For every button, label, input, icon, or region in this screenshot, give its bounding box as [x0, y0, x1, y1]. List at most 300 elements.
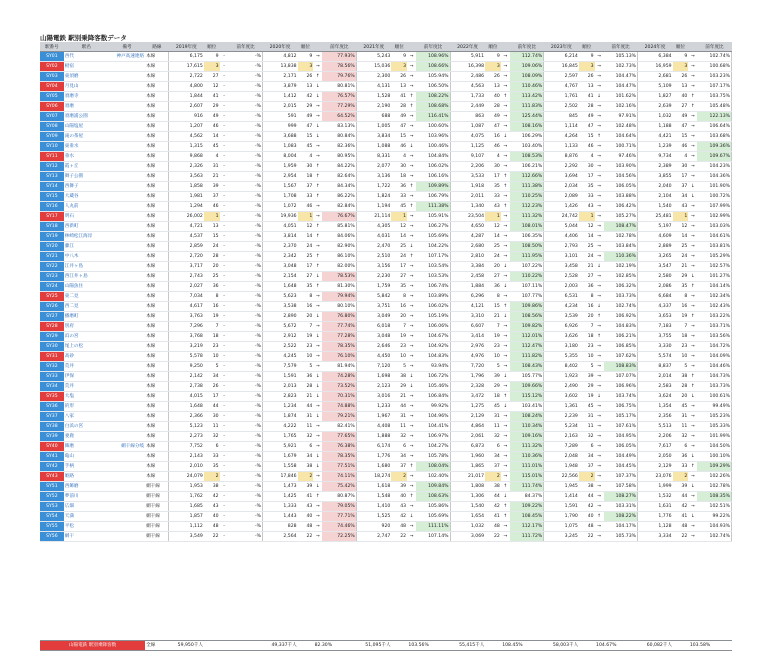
rank-change: - — [220, 92, 229, 102]
line-name: 本線 — [145, 322, 169, 332]
rank: 13 — [204, 222, 220, 232]
yoy-ratio: 104.73% — [697, 372, 731, 382]
yoy-ratio: 105.69% — [416, 232, 450, 242]
passenger-count: 3,539 — [544, 312, 579, 322]
line-name: 網干線 — [145, 502, 169, 512]
rank: 22 — [204, 532, 220, 542]
rank-change: → — [688, 302, 697, 312]
passenger-count: 2,859 — [169, 242, 204, 252]
yoy-ratio: 107.07% — [604, 372, 638, 382]
rank: 45 — [204, 142, 220, 152]
station-code: SY39 — [40, 432, 64, 442]
yoy-ratio: 103.96% — [416, 132, 450, 142]
rank-change: → — [313, 352, 322, 362]
rank: 20 — [673, 392, 689, 402]
passenger-count: 3,310 — [450, 312, 485, 322]
rank: 39 — [298, 482, 314, 492]
rank: 28 — [485, 102, 501, 112]
passenger-count: 1,918 — [450, 182, 485, 192]
passenger-count: 2,912 — [263, 332, 298, 342]
rank: 41 — [673, 512, 689, 522]
line-name: 網干線 — [145, 492, 169, 502]
rank: 6 — [485, 442, 501, 452]
rank-change: → — [595, 122, 604, 132]
rank-change: → — [688, 162, 697, 172]
passenger-count: 2,890 — [263, 312, 298, 322]
line-name: 本線 — [145, 292, 169, 302]
yoy-ratio: 74.88% — [322, 402, 356, 412]
rank-change: ↓ — [313, 82, 322, 92]
passenger-count: 1,765 — [263, 432, 298, 442]
rank: 15 — [673, 132, 689, 142]
station-name: 八家 — [64, 412, 109, 422]
rank-change: → — [407, 482, 416, 492]
rank-change: ↓ — [313, 462, 322, 472]
passenger-count: 1,540 — [638, 202, 673, 212]
station-name: 藤江 — [64, 242, 109, 252]
line-name: 本線 — [145, 122, 169, 132]
passenger-count: 9,250 — [169, 362, 204, 372]
rank-change: → — [313, 102, 322, 112]
rank-change: - — [220, 82, 229, 92]
passenger-count: 1,239 — [638, 142, 673, 152]
yoy-ratio: 108.22% — [416, 92, 450, 102]
rank-change: → — [595, 452, 604, 462]
passenger-count: 2,077 — [356, 162, 391, 172]
passenger-count: 2,528 — [544, 272, 579, 282]
rank: 31 — [391, 412, 407, 422]
passenger-count: 2,889 — [638, 242, 673, 252]
yoy-ratio: 111.95% — [510, 252, 544, 262]
rank-change: - — [220, 202, 229, 212]
yoy-ratio: 103.81% — [697, 242, 731, 252]
passenger-count: 3,384 — [450, 262, 485, 272]
yoy-ratio: 107.77% — [510, 292, 544, 302]
rank: 27 — [298, 272, 314, 282]
rank: 14 — [485, 232, 501, 242]
passenger-count: 4,562 — [169, 132, 204, 142]
rank-change: - — [220, 392, 229, 402]
rank: 33 — [298, 192, 314, 202]
yoy-ratio: 108.47% — [604, 222, 638, 232]
station-note — [109, 272, 145, 282]
line-name: 本線 — [145, 142, 169, 152]
column-header: 2023年度 — [544, 42, 579, 52]
rank: 37 — [204, 192, 220, 202]
passenger-count: 7,183 — [638, 322, 673, 332]
yoy-ratio: 108.27% — [604, 492, 638, 502]
rank: 33 — [204, 452, 220, 462]
passenger-count: 2,342 — [263, 252, 298, 262]
yoy-ratio: 84.37% — [510, 492, 544, 502]
station-code: SY37 — [40, 412, 64, 422]
rank: 10 — [391, 352, 407, 362]
yoy-ratio: 86.22% — [322, 192, 356, 202]
rank: 37 — [579, 462, 595, 472]
rank-change: → — [501, 232, 510, 242]
column-header: 前年度比 — [416, 42, 450, 52]
rank-change: → — [688, 52, 697, 62]
column-header — [688, 42, 697, 52]
yoy-ratio: 106.05% — [604, 442, 638, 452]
column-header: 2024年度 — [638, 42, 673, 52]
passenger-count: 3,245 — [544, 532, 579, 542]
passenger-count: 2,015 — [263, 102, 298, 112]
passenger-count: 5,921 — [263, 442, 298, 452]
rank: 25 — [579, 242, 595, 252]
passenger-count: 21,114 — [356, 212, 391, 222]
station-name: 滝の茶屋 — [64, 132, 109, 142]
passenger-count: 3,069 — [450, 532, 485, 542]
rank: 15 — [485, 302, 501, 312]
rank-change: → — [688, 402, 697, 412]
rank: 14 — [673, 232, 689, 242]
rank: 23 — [204, 342, 220, 352]
rank-change: ↓ — [313, 92, 322, 102]
rank: 48 — [204, 522, 220, 532]
table-row — [40, 232, 732, 242]
yoy-ratio: -% — [229, 162, 263, 172]
yoy-ratio: 104.50% — [697, 442, 731, 452]
line-name: 本線 — [145, 302, 169, 312]
passenger-count: 7,579 — [263, 362, 298, 372]
passenger-count: 2,366 — [169, 412, 204, 422]
rank: 3 — [298, 62, 314, 72]
yoy-ratio: 107.17% — [416, 252, 450, 262]
passenger-count: 2,580 — [638, 272, 673, 282]
rank: 44 — [298, 402, 314, 412]
passenger-count: 5,123 — [169, 422, 204, 432]
passenger-count: 1,087 — [450, 122, 485, 132]
table-row — [40, 372, 732, 382]
rank-change: → — [407, 62, 416, 72]
yoy-ratio: -% — [229, 242, 263, 252]
passenger-count: 2,089 — [544, 192, 579, 202]
rank-change: - — [220, 422, 229, 432]
rank-change: → — [407, 212, 416, 222]
rank-change: - — [220, 412, 229, 422]
rank-change: → — [313, 522, 322, 532]
yoy-ratio: 104.93% — [697, 522, 731, 532]
rank: 19 — [391, 332, 407, 342]
passenger-count: 2,502 — [544, 102, 579, 112]
passenger-count: 4,563 — [450, 82, 485, 92]
passenger-count: 1,540 — [450, 502, 485, 512]
passenger-count: 6,607 — [450, 322, 485, 332]
rank-change: → — [313, 422, 322, 432]
rank: 32 — [298, 432, 314, 442]
yoy-ratio: 75.42% — [322, 482, 356, 492]
rank-change: ↓ — [688, 192, 697, 202]
passenger-count: 3,602 — [544, 392, 579, 402]
passenger-count: 1,294 — [169, 202, 204, 212]
passenger-count: 5,243 — [356, 52, 391, 62]
rank: 49 — [673, 112, 689, 122]
rank-change: ↑ — [501, 202, 510, 212]
rank-change: - — [220, 212, 229, 222]
yoy-ratio: 106.96% — [604, 382, 638, 392]
rank-change: → — [313, 402, 322, 412]
rank: 41 — [204, 92, 220, 102]
yoy-ratio: 107.22% — [510, 262, 544, 272]
station-name: 須磨浦公園 — [64, 112, 109, 122]
rank: 3 — [485, 62, 501, 72]
passenger-count: 3,219 — [169, 342, 204, 352]
passenger-count: 688 — [356, 112, 391, 122]
rank: 8 — [579, 292, 595, 302]
station-note — [109, 162, 145, 172]
yoy-ratio: 111.83% — [510, 102, 544, 112]
yoy-ratio: 105.33% — [697, 422, 731, 432]
rank: 5 — [485, 362, 501, 372]
yoy-ratio: 108.09% — [510, 72, 544, 82]
station-code: SY38 — [40, 422, 64, 432]
yoy-ratio: 77.65% — [322, 432, 356, 442]
passenger-count: 1,981 — [169, 192, 204, 202]
station-name: 中八木 — [64, 252, 109, 262]
rank-change: → — [501, 322, 510, 332]
yoy-ratio: 104.56% — [604, 172, 638, 182]
rank-change: ↑ — [595, 512, 604, 522]
station-code: SY09 — [40, 132, 64, 142]
passenger-count: 4,864 — [450, 422, 485, 432]
rank: 9 — [579, 52, 595, 62]
table-row — [40, 452, 732, 462]
station-name: 須磨 — [64, 102, 109, 112]
passenger-count: 21,017 — [450, 472, 485, 482]
rank: 17 — [673, 172, 689, 182]
passenger-count: 2,326 — [169, 162, 204, 172]
yoy-ratio: 102.40% — [416, 472, 450, 482]
yoy-ratio: 97.91% — [604, 112, 638, 122]
rank: 43 — [579, 202, 595, 212]
line-name: 本線 — [145, 442, 169, 452]
passenger-count: 6,684 — [638, 292, 673, 302]
summary-blank: 103.58% — [689, 641, 698, 651]
rank: 5 — [298, 362, 314, 372]
yoy-ratio: 105.29% — [697, 252, 731, 262]
passenger-count: 1,790 — [544, 512, 579, 522]
passenger-count: 16,398 — [450, 62, 485, 72]
yoy-ratio: 104.27% — [416, 442, 450, 452]
rank-change: → — [407, 72, 416, 82]
rank: 41 — [298, 492, 314, 502]
yoy-ratio: 106.97% — [416, 432, 450, 442]
station-name: 浜の宮 — [64, 332, 109, 342]
rank-change: → — [407, 322, 416, 332]
yoy-ratio: 106.35% — [510, 232, 544, 242]
rank-change: ↓ — [501, 312, 510, 322]
yoy-ratio: 83.13% — [322, 122, 356, 132]
rank: 5 — [673, 362, 689, 372]
passenger-count: 3,472 — [450, 392, 485, 402]
line-name: 本線 — [145, 362, 169, 372]
yoy-ratio: 108.22% — [604, 512, 638, 522]
line-name: 本線 — [145, 242, 169, 252]
rank: 14 — [391, 232, 407, 242]
yoy-ratio: -% — [229, 82, 263, 92]
yoy-ratio: -% — [229, 382, 263, 392]
rank-change: → — [595, 172, 604, 182]
station-name: 別府 — [64, 322, 109, 332]
rank: 32 — [204, 432, 220, 442]
table-row — [40, 532, 732, 542]
station-name: 白浜の宮 — [64, 422, 109, 432]
passenger-count: 4,408 — [356, 422, 391, 432]
table-body — [40, 52, 732, 542]
passenger-count: 5,234 — [544, 422, 579, 432]
yoy-ratio: 106.06% — [416, 322, 450, 332]
yoy-ratio: 103.56% — [697, 332, 731, 342]
rank: 45 — [391, 202, 407, 212]
passenger-count: 1,354 — [638, 402, 673, 412]
rank: 40 — [485, 92, 501, 102]
yoy-ratio: 108.01% — [510, 222, 544, 232]
table-row — [40, 182, 732, 192]
passenger-count: 2,040 — [638, 182, 673, 192]
passenger-count: 2,123 — [356, 382, 391, 392]
rank-change: → — [501, 422, 510, 432]
rank-change: - — [220, 272, 229, 282]
passenger-count: 1,032 — [450, 522, 485, 532]
yoy-ratio: 102.57% — [697, 262, 731, 272]
rank: 25 — [204, 272, 220, 282]
passenger-count: 1,233 — [356, 402, 391, 412]
rank-change: → — [407, 342, 416, 352]
rank-change: → — [407, 362, 416, 372]
yoy-ratio: 109.67% — [697, 152, 731, 162]
rank-change: → — [501, 352, 510, 362]
station-note — [109, 492, 145, 502]
line-name: 本線 — [145, 252, 169, 262]
passenger-count: 1,125 — [450, 142, 485, 152]
column-header — [313, 42, 322, 52]
station-code: SY24 — [40, 282, 64, 292]
rank-change: - — [220, 462, 229, 472]
rank-change: ↓ — [313, 452, 322, 462]
rank: 14 — [204, 132, 220, 142]
yoy-ratio: -% — [229, 492, 263, 502]
table-row — [40, 112, 732, 122]
yoy-ratio: 104.96% — [416, 412, 450, 422]
rank: 33 — [391, 192, 407, 202]
passenger-count: 3,101 — [544, 252, 579, 262]
station-code: SY25 — [40, 292, 64, 302]
table-row — [40, 312, 732, 322]
column-header: 順位 — [673, 42, 689, 52]
rank: 21 — [579, 262, 595, 272]
passenger-count: 1,361 — [544, 402, 579, 412]
rank-change: → — [595, 242, 604, 252]
rank-change: ↑ — [501, 302, 510, 312]
rank: 16 — [204, 302, 220, 312]
table-row — [40, 272, 732, 282]
rank-change: ↑ — [407, 182, 416, 192]
yoy-ratio: 82.00% — [322, 262, 356, 272]
rank: 9 — [391, 52, 407, 62]
rank-change: - — [220, 482, 229, 492]
yoy-ratio: 125.44% — [510, 112, 544, 122]
rank-change: → — [595, 352, 604, 362]
rank: 24 — [673, 252, 689, 262]
rank-change: → — [688, 232, 697, 242]
rank: 46 — [391, 142, 407, 152]
line-name: 本線 — [145, 182, 169, 192]
yoy-ratio: 76.10% — [322, 352, 356, 362]
rank: 2 — [485, 472, 501, 482]
rank-change: ↑ — [688, 282, 697, 292]
rank: 25 — [485, 242, 501, 252]
passenger-count: 3,547 — [638, 262, 673, 272]
station-note — [109, 392, 145, 402]
yoy-ratio: 111.74% — [510, 482, 544, 492]
rank-change: → — [595, 532, 604, 542]
rank-change: → — [407, 442, 416, 452]
rank-change: ↓ — [313, 482, 322, 492]
rank: 38 — [204, 482, 220, 492]
rank: 12 — [298, 222, 314, 232]
passenger-count: 1,808 — [450, 482, 485, 492]
rank-change: → — [407, 52, 416, 62]
rank-change: → — [595, 112, 604, 122]
station-code: SY28 — [40, 322, 64, 332]
yoy-ratio: 110.34% — [510, 422, 544, 432]
column-header: 備考 — [109, 42, 145, 52]
table-row — [40, 392, 732, 402]
table-row — [40, 432, 732, 442]
rank-change: → — [501, 272, 510, 282]
passenger-count: 4,287 — [450, 232, 485, 242]
passenger-count: 2,010 — [169, 462, 204, 472]
rank: 12 — [579, 222, 595, 232]
passenger-count: 2,823 — [263, 392, 298, 402]
rank: 22 — [673, 532, 689, 542]
yoy-ratio: 82.90% — [322, 242, 356, 252]
passenger-count: 2,129 — [450, 412, 485, 422]
rank-change: → — [313, 152, 322, 162]
rank-change: - — [220, 532, 229, 542]
passenger-count: 2,607 — [169, 102, 204, 112]
yoy-ratio: 111.72% — [510, 532, 544, 542]
passenger-count: 1,426 — [544, 202, 579, 212]
yoy-ratio: 108.24% — [510, 412, 544, 422]
rank: 32 — [579, 432, 595, 442]
yoy-ratio: -% — [229, 292, 263, 302]
yoy-ratio: 102.78% — [697, 482, 731, 492]
yoy-ratio: 100.68% — [697, 62, 731, 72]
station-note — [109, 182, 145, 192]
rank-change: ↑ — [595, 332, 604, 342]
passenger-count: 2,163 — [544, 432, 579, 442]
passenger-count: 18,274 — [356, 472, 391, 482]
yoy-ratio: 109.22% — [510, 502, 544, 512]
column-header: 前年度比 — [697, 42, 731, 52]
passenger-count: 2,976 — [450, 342, 485, 352]
yoy-ratio: -% — [229, 192, 263, 202]
rank-change: ↑ — [313, 72, 322, 82]
station-name: 江井ヶ島 — [64, 262, 109, 272]
rank: 26 — [391, 72, 407, 82]
rank: 29 — [204, 102, 220, 112]
rank: 24 — [579, 252, 595, 262]
rank-change: → — [501, 142, 510, 152]
rank: 46 — [204, 122, 220, 132]
yoy-ratio: 108.66% — [416, 62, 450, 72]
station-note — [109, 472, 145, 482]
rank: 12 — [485, 222, 501, 232]
rank: 6 — [673, 442, 689, 452]
passenger-count: 1,923 — [544, 372, 579, 382]
